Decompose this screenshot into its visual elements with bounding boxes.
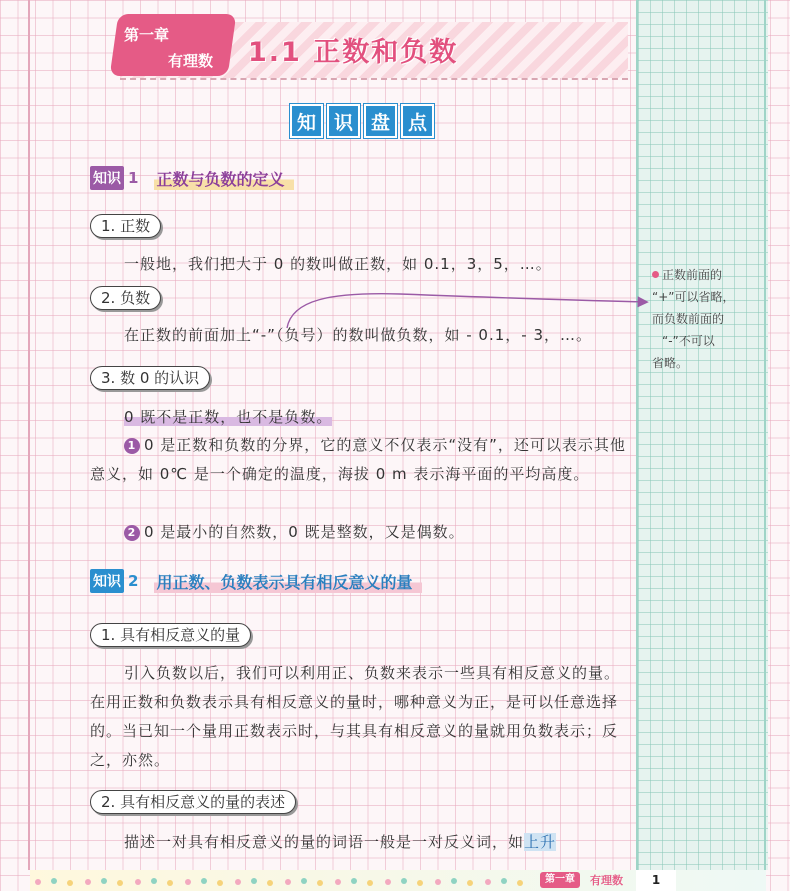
subheading-positive: 1. 正数 bbox=[90, 214, 161, 238]
badge-char: 点 bbox=[401, 104, 434, 138]
knowledge-tag: 知识 bbox=[90, 569, 124, 593]
subheading-negative: 2. 负数 bbox=[90, 286, 161, 310]
knowledge-number: 2 bbox=[128, 572, 139, 590]
chapter-name: 有理数 bbox=[168, 52, 214, 70]
point-number-icon: 1 bbox=[124, 438, 140, 454]
badge-char: 盘 bbox=[364, 104, 397, 138]
zero-point-2-text: 0 是最小的自然数，0 既是整数，又是偶数。 bbox=[144, 523, 465, 541]
subheading-opposite-quantities: 1. 具有相反意义的量 bbox=[90, 623, 251, 647]
opposite-quantities-text: 引入负数以后，我们可以利用正、负数来表示一些具有相反意义的量。在用正数和负数表示具有相反意义的量时，哪种意义为正，是可以任意选择的。当已知一个量用正数表示时，与其具有相反意义的量就用负数表示；反之，亦然。 bbox=[90, 664, 621, 769]
footer-decoration bbox=[30, 872, 530, 889]
side-note-line: 而负数前面的 bbox=[652, 312, 725, 326]
page-number: 1 bbox=[636, 870, 676, 891]
knowledge-number: 1 bbox=[128, 169, 139, 187]
knowledge-title: 用正数、负数表示具有相反意义的量 bbox=[154, 570, 422, 593]
point-number-icon: 2 bbox=[124, 525, 140, 541]
section-title: 1.1 正数和负数 bbox=[248, 37, 459, 68]
footer-section-name: 有理数 bbox=[590, 874, 623, 887]
badge-char: 知 bbox=[290, 104, 323, 138]
badge-char: 识 bbox=[327, 104, 360, 138]
side-note-line: 正数前面的 bbox=[662, 268, 723, 282]
negative-definition: 在正数的前面加上“-”（负号）的数叫做负数，如 - 0.1，- 3，…。 bbox=[124, 326, 592, 344]
positive-definition: 一般地，我们把大于 0 的数叫做正数，如 0.1，3，5，…。 bbox=[124, 255, 552, 273]
knowledge-title: 正数与负数的定义 bbox=[154, 167, 294, 190]
subheading-zero: 3. 数 0 的认识 bbox=[90, 366, 210, 390]
footer-chapter-tag: 第一章 bbox=[540, 872, 580, 888]
subheading-opposite-expression: 2. 具有相反意义的量的表述 bbox=[90, 790, 296, 814]
zero-lead-text: 0 既不是正数，也不是负数。 bbox=[124, 408, 333, 426]
opposite-expression-text-main: 描述一对具有相反意义的量的词语一般是一对反义词，如 bbox=[124, 833, 525, 851]
side-note-line: 省略。 bbox=[652, 356, 689, 370]
knowledge-tag: 知识 bbox=[90, 166, 124, 190]
side-note-line: “-”不可以 bbox=[662, 334, 715, 348]
side-note-line: “+”可以省略， bbox=[652, 290, 735, 304]
chapter-label: 第一章 bbox=[124, 26, 170, 44]
highlight-term: 上升 bbox=[524, 833, 557, 851]
zero-point-1-text: 0 是正数和负数的分界，它的意义不仅表示“没有”，还可以表示其他意义，如 0℃ 是一个确定的温度，海拔 0 m 表示海平面的平均高度。 bbox=[90, 436, 626, 483]
